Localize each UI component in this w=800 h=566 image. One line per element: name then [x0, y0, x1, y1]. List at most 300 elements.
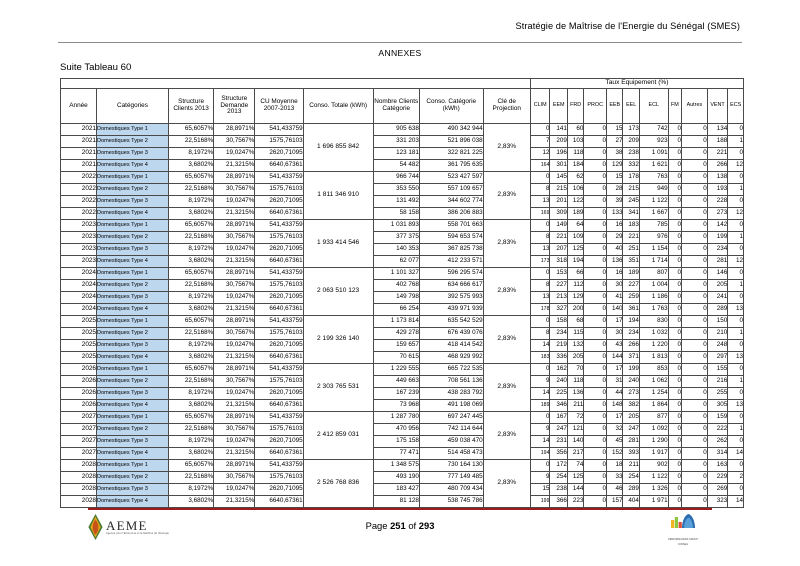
cell-nombre-clients: 449 663	[373, 376, 419, 388]
cell-equip-eel: 281	[623, 436, 639, 448]
cell-equip-ecs: 0	[728, 244, 744, 256]
cell-equip-ecs: 0	[728, 196, 744, 208]
cell-categorie: Domestiques Type 1	[96, 124, 168, 136]
cell-equip-ecs: 1	[728, 424, 744, 436]
cell-structure-demande: 19,0247%	[214, 484, 255, 496]
cell-conso-categorie: 538 745 786	[419, 496, 483, 508]
cell-equip-proc: 0	[584, 316, 607, 328]
cell-structure-clients: 65,6057%	[168, 412, 213, 424]
cell-structure-demande: 30,7567%	[214, 472, 255, 484]
cell-nombre-clients: 77 471	[373, 448, 419, 460]
cell-structure-demande: 28,8971%	[214, 460, 255, 472]
cell-equip-vent: 229	[707, 472, 728, 484]
cell-equip-ecs: 0	[728, 484, 744, 496]
cell-annee: 2022	[61, 196, 97, 208]
cell-structure-clients: 22,5168%	[168, 280, 213, 292]
cell-equip-ecl: 1 062	[639, 376, 668, 388]
cell-conso-categorie: 523 427 597	[419, 172, 483, 184]
cell-structure-demande: 21,3215%	[214, 352, 255, 364]
cell-annee: 2027	[61, 424, 97, 436]
cell-equip-frd: 136	[567, 388, 583, 400]
cell-equip-ecs: 2	[728, 472, 744, 484]
cell-categorie: Domestiques Type 3	[96, 340, 168, 352]
cell-equip-frd: 106	[567, 184, 583, 196]
cell-equip-clim: 0	[530, 220, 550, 232]
cell-equip-proc: 0	[584, 436, 607, 448]
cell-cu-moyenne: 6640,67361	[255, 496, 303, 508]
performances-name: PERFORMANCES GROUP	[668, 538, 698, 541]
cell-annee: 2028	[61, 460, 97, 472]
cell-categorie: Domestiques Type 3	[96, 148, 168, 160]
cell-equip-autres: 0	[682, 136, 708, 148]
cell-categorie: Domestiques Type 2	[96, 232, 168, 244]
cell-categorie: Domestiques Type 2	[96, 328, 168, 340]
cell-equip-ecl: 902	[639, 460, 668, 472]
cell-equip-eel: 361	[623, 304, 639, 316]
cell-structure-demande: 19,0247%	[214, 244, 255, 256]
cell-equip-frd: 115	[567, 328, 583, 340]
cell-equip-eem: 141	[550, 124, 567, 136]
cell-nombre-clients: 62 077	[373, 256, 419, 268]
cell-equip-proc: 0	[584, 388, 607, 400]
cell-cu-moyenne: 1575,76103	[255, 472, 303, 484]
cell-equip-fm: 0	[668, 316, 681, 328]
cell-equip-eeb: 41	[607, 292, 623, 304]
cell-cu-moyenne: 6640,67361	[255, 160, 303, 172]
cell-equip-ecl: 807	[639, 268, 668, 280]
cell-equip-fm: 0	[668, 472, 681, 484]
cell-nombre-clients: 66 254	[373, 304, 419, 316]
cell-equip-frd: 217	[567, 448, 583, 460]
cell-equip-eel: 238	[623, 148, 639, 160]
cell-nombre-clients: 167 239	[373, 388, 419, 400]
cell-nombre-clients: 149 798	[373, 292, 419, 304]
cell-equip-autres: 0	[682, 376, 708, 388]
cell-nombre-clients: 493 190	[373, 472, 419, 484]
col-header-fm: FM	[668, 89, 681, 124]
cell-equip-fm: 0	[668, 496, 681, 508]
cell-equip-proc: 0	[584, 412, 607, 424]
cell-equip-frd: 144	[567, 484, 583, 496]
cell-cu-moyenne: 6640,67361	[255, 208, 303, 220]
cell-equip-clim: 183	[530, 352, 550, 364]
cell-structure-clients: 8,1972%	[168, 388, 213, 400]
cell-categorie: Domestiques Type 3	[96, 436, 168, 448]
cell-equip-ecs: 0	[728, 172, 744, 184]
cell-structure-clients: 3,6802%	[168, 496, 213, 508]
cell-structure-clients: 22,5168%	[168, 472, 213, 484]
cell-equip-autres: 0	[682, 388, 708, 400]
cell-nombre-clients: 140 353	[373, 244, 419, 256]
document-header	[60, 20, 740, 42]
cell-structure-clients: 22,5168%	[168, 232, 213, 244]
cell-equip-ecl: 1 091	[639, 148, 668, 160]
cell-categorie: Domestiques Type 1	[96, 172, 168, 184]
table-row	[61, 472, 744, 484]
cell-equip-proc: 0	[584, 280, 607, 292]
cell-structure-clients: 65,6057%	[168, 220, 213, 232]
cell-nombre-clients: 402 768	[373, 280, 419, 292]
col-header-clim: CLIM	[530, 89, 550, 124]
cell-equip-fm: 0	[668, 232, 681, 244]
cell-cle-projection: 2,83%	[483, 124, 530, 172]
table-row	[61, 268, 744, 280]
cell-equip-vent: 297	[707, 352, 728, 364]
cell-equip-frd: 118	[567, 376, 583, 388]
cell-nombre-clients: 331 203	[373, 136, 419, 148]
cell-conso-categorie: 514 458 473	[419, 448, 483, 460]
cell-nombre-clients: 58 158	[373, 208, 419, 220]
cell-equip-proc: 0	[584, 172, 607, 184]
cell-equip-proc: 0	[584, 148, 607, 160]
cell-equip-ecs: 0	[728, 124, 744, 136]
cell-structure-clients: 3,6802%	[168, 448, 213, 460]
col-header-conso-totale: Conso. Totale (kWh)	[303, 89, 373, 124]
cell-nombre-clients: 123 181	[373, 148, 419, 160]
table-row	[61, 340, 744, 352]
table-row	[61, 460, 744, 472]
cell-conso-categorie: 438 283 792	[419, 388, 483, 400]
cell-annee: 2022	[61, 184, 97, 196]
cell-equip-autres: 0	[682, 256, 708, 268]
cell-equip-ecs: 13	[728, 304, 744, 316]
cell-equip-vent: 234	[707, 244, 728, 256]
cell-cle-projection: 2,83%	[483, 316, 530, 364]
cell-equip-eeb: 17	[607, 364, 623, 376]
cell-equip-frd: 112	[567, 280, 583, 292]
performances-tagline: CONSEIL	[677, 542, 689, 546]
cell-equip-eel: 221	[623, 232, 639, 244]
cell-structure-clients: 65,6057%	[168, 316, 213, 328]
table-row	[61, 280, 744, 292]
cell-annee: 2023	[61, 244, 97, 256]
cell-conso-totale: 1 696 855 842	[303, 124, 373, 172]
cell-equip-vent: 216	[707, 376, 728, 388]
table-row	[61, 160, 744, 172]
cell-equip-eel: 173	[623, 124, 639, 136]
cell-categorie: Domestiques Type 4	[96, 400, 168, 412]
cell-annee: 2021	[61, 160, 97, 172]
cell-equip-vent: 314	[707, 448, 728, 460]
cell-equip-eeb: 129	[607, 160, 623, 172]
cell-equip-autres: 0	[682, 280, 708, 292]
cell-equip-proc: 0	[584, 256, 607, 268]
cell-conso-categorie: 730 164 130	[419, 460, 483, 472]
cell-equip-proc: 0	[584, 496, 607, 508]
cell-equip-ecs: 1	[728, 232, 744, 244]
cell-nombre-clients: 1 229 555	[373, 364, 419, 376]
table-row	[61, 436, 744, 448]
cell-equip-eem: 346	[550, 400, 567, 412]
cell-equip-vent: 210	[707, 328, 728, 340]
cell-conso-categorie: 665 722 535	[419, 364, 483, 376]
cell-equip-clim: 0	[530, 172, 550, 184]
cell-equip-eeb: 133	[607, 208, 623, 220]
cell-structure-demande: 28,8971%	[214, 412, 255, 424]
cell-categorie: Domestiques Type 2	[96, 472, 168, 484]
cell-annee: 2025	[61, 316, 97, 328]
cell-cle-projection: 2,83%	[483, 220, 530, 268]
col-header-eeb: EEB	[607, 89, 623, 124]
cell-structure-clients: 8,1972%	[168, 340, 213, 352]
cell-equip-eeb: 144	[607, 352, 623, 364]
cell-structure-demande: 30,7567%	[214, 376, 255, 388]
cell-structure-demande: 30,7567%	[214, 280, 255, 292]
cell-equip-vent: 146	[707, 268, 728, 280]
cell-equip-eem: 153	[550, 268, 567, 280]
cell-annee: 2027	[61, 436, 97, 448]
cell-equip-proc: 0	[584, 184, 607, 196]
cell-structure-clients: 22,5168%	[168, 376, 213, 388]
cell-nombre-clients: 470 956	[373, 424, 419, 436]
cell-equip-eel: 351	[623, 256, 639, 268]
cell-equip-proc: 0	[584, 136, 607, 148]
cell-conso-categorie: 635 542 529	[419, 316, 483, 328]
cell-categorie: Domestiques Type 3	[96, 484, 168, 496]
cell-equip-eel: 189	[623, 268, 639, 280]
cell-equip-fm: 0	[668, 376, 681, 388]
cell-cu-moyenne: 541,433759	[255, 124, 303, 136]
cell-structure-demande: 19,0247%	[214, 196, 255, 208]
cell-equip-eem: 301	[550, 160, 567, 172]
cell-categorie: Domestiques Type 4	[96, 160, 168, 172]
cell-equip-eem: 167	[550, 412, 567, 424]
cell-equip-vent: 221	[707, 148, 728, 160]
cell-equip-eeb: 30	[607, 280, 623, 292]
cell-structure-demande: 28,8971%	[214, 220, 255, 232]
col-header-vent: VENT	[707, 89, 728, 124]
table-row	[61, 388, 744, 400]
cell-annee: 2026	[61, 364, 97, 376]
cell-equip-eel: 199	[623, 364, 639, 376]
table-header-group-row	[61, 79, 744, 89]
cell-structure-demande: 30,7567%	[214, 136, 255, 148]
cell-equip-ecl: 742	[639, 124, 668, 136]
cell-conso-totale: 2 303 765 531	[303, 364, 373, 412]
cell-equip-autres: 0	[682, 268, 708, 280]
cell-equip-ecs: 0	[728, 148, 744, 160]
cell-structure-clients: 8,1972%	[168, 436, 213, 448]
cell-cu-moyenne: 1575,76103	[255, 328, 303, 340]
cell-cu-moyenne: 1575,76103	[255, 424, 303, 436]
cell-structure-clients: 8,1972%	[168, 484, 213, 496]
footer-divider	[88, 508, 712, 510]
cell-conso-categorie: 386 206 883	[419, 208, 483, 220]
cell-structure-demande: 21,3215%	[214, 160, 255, 172]
cell-equip-frd: 223	[567, 496, 583, 508]
table-row	[61, 256, 744, 268]
cell-annee: 2021	[61, 136, 97, 148]
page-current: 251	[390, 520, 406, 531]
cell-cu-moyenne: 541,433759	[255, 172, 303, 184]
cell-equip-frd: 205	[567, 352, 583, 364]
cell-equip-clim: 8	[530, 328, 550, 340]
cell-equip-proc: 0	[584, 424, 607, 436]
cell-cle-projection: 2,83%	[483, 172, 530, 220]
cell-structure-clients: 3,6802%	[168, 400, 213, 412]
cell-equip-frd: 74	[567, 460, 583, 472]
cell-structure-clients: 3,6802%	[168, 208, 213, 220]
cell-cu-moyenne: 2620,71095	[255, 292, 303, 304]
cell-equip-ecl: 1 667	[639, 208, 668, 220]
cell-structure-clients: 65,6057%	[168, 124, 213, 136]
cell-equip-ecl: 1 864	[639, 400, 668, 412]
cell-equip-ecl: 1 122	[639, 196, 668, 208]
cell-equip-eem: 309	[550, 208, 567, 220]
cell-categorie: Domestiques Type 2	[96, 184, 168, 196]
table-row	[61, 244, 744, 256]
cell-equip-fm: 0	[668, 484, 681, 496]
cell-equip-ecl: 1 254	[639, 388, 668, 400]
cell-conso-categorie: 777 149 485	[419, 472, 483, 484]
col-header-categories: Catégories	[96, 89, 168, 124]
cell-equip-ecl: 1 220	[639, 340, 668, 352]
cell-equip-frd: 60	[567, 124, 583, 136]
table-row	[61, 412, 744, 424]
cell-equip-fm: 0	[668, 172, 681, 184]
cell-equip-eel: 393	[623, 448, 639, 460]
cell-equip-clim: 189	[530, 400, 550, 412]
cell-equip-clim: 9	[530, 424, 550, 436]
cell-cu-moyenne: 2620,71095	[255, 484, 303, 496]
cell-structure-clients: 22,5168%	[168, 184, 213, 196]
cell-equip-eeb: 15	[607, 172, 623, 184]
table-row	[61, 364, 744, 376]
cell-equip-ecs: 13	[728, 352, 744, 364]
cell-structure-demande: 21,3215%	[214, 256, 255, 268]
cell-equip-clim: 0	[530, 316, 550, 328]
cell-equip-fm: 0	[668, 412, 681, 424]
cell-annee: 2021	[61, 124, 97, 136]
cell-equip-ecs: 12	[728, 208, 744, 220]
cell-equip-fm: 0	[668, 244, 681, 256]
cell-equip-eel: 382	[623, 400, 639, 412]
cell-equip-proc: 0	[584, 220, 607, 232]
cell-equip-frd: 140	[567, 436, 583, 448]
cell-structure-demande: 19,0247%	[214, 388, 255, 400]
cell-equip-fm: 0	[668, 124, 681, 136]
cell-equip-eeb: 40	[607, 244, 623, 256]
cell-nombre-clients: 1 101 327	[373, 268, 419, 280]
page-total: 293	[418, 520, 435, 531]
cell-cu-moyenne: 6640,67361	[255, 352, 303, 364]
cell-equip-eeb: 31	[607, 376, 623, 388]
cell-equip-eel: 178	[623, 172, 639, 184]
cell-cu-moyenne: 2620,71095	[255, 340, 303, 352]
cell-nombre-clients: 353 550	[373, 184, 419, 196]
col-header-frd: FRD	[567, 89, 583, 124]
cell-equip-eem: 209	[550, 136, 567, 148]
cell-equip-clim: 13	[530, 196, 550, 208]
cell-equip-proc: 0	[584, 160, 607, 172]
cell-structure-demande: 28,8971%	[214, 364, 255, 376]
cell-equip-vent: 188	[707, 136, 728, 148]
cell-equip-vent: 199	[707, 232, 728, 244]
cell-structure-demande: 19,0247%	[214, 148, 255, 160]
cell-equip-ecs: 0	[728, 364, 744, 376]
cell-equip-proc: 0	[584, 268, 607, 280]
cell-cu-moyenne: 2620,71095	[255, 148, 303, 160]
cell-cu-moyenne: 6640,67361	[255, 448, 303, 460]
cell-equip-proc: 0	[584, 196, 607, 208]
cell-equip-fm: 0	[668, 460, 681, 472]
table-row	[61, 448, 744, 460]
cell-annee: 2027	[61, 412, 97, 424]
page-word: Page	[365, 520, 388, 531]
cell-conso-categorie: 557 109 657	[419, 184, 483, 196]
cell-equip-autres: 0	[682, 328, 708, 340]
header-blank-span	[61, 79, 531, 89]
cell-equip-autres: 0	[682, 208, 708, 220]
cell-equip-fm: 0	[668, 148, 681, 160]
cell-equip-fm: 0	[668, 268, 681, 280]
cell-cu-moyenne: 6640,67361	[255, 256, 303, 268]
cell-equip-eem: 215	[550, 184, 567, 196]
cell-equip-ecl: 763	[639, 172, 668, 184]
cell-equip-proc: 0	[584, 472, 607, 484]
cell-conso-categorie: 558 701 663	[419, 220, 483, 232]
cell-equip-eel: 266	[623, 340, 639, 352]
cell-equip-eem: 145	[550, 172, 567, 184]
cell-annee: 2027	[61, 448, 97, 460]
cell-equip-proc: 0	[584, 400, 607, 412]
cell-equip-autres: 0	[682, 496, 708, 508]
cell-equip-eel: 215	[623, 184, 639, 196]
cell-equip-ecl: 1 186	[639, 292, 668, 304]
cell-equip-ecs: 12	[728, 160, 744, 172]
cell-equip-clim: 164	[530, 160, 550, 172]
table-row	[61, 292, 744, 304]
cell-annee: 2025	[61, 328, 97, 340]
cell-nombre-clients: 81 128	[373, 496, 419, 508]
cell-equip-ecl: 1 714	[639, 256, 668, 268]
col-header-ecl: ECL	[639, 89, 668, 124]
cell-equip-fm: 0	[668, 448, 681, 460]
cell-equip-ecl: 1 122	[639, 472, 668, 484]
cell-equip-clim: 0	[530, 124, 550, 136]
cell-equip-frd: 132	[567, 340, 583, 352]
cell-equip-eeb: 30	[607, 328, 623, 340]
cell-categorie: Domestiques Type 2	[96, 136, 168, 148]
cell-structure-demande: 21,3215%	[214, 208, 255, 220]
col-header-proc: PROC	[584, 89, 607, 124]
cell-equip-eem: 231	[550, 436, 567, 448]
cell-equip-eel: 341	[623, 208, 639, 220]
cell-cle-projection: 2,83%	[483, 412, 530, 460]
cell-annee: 2028	[61, 496, 97, 508]
cell-equip-vent: 155	[707, 364, 728, 376]
cell-categorie: Domestiques Type 4	[96, 208, 168, 220]
cell-conso-categorie: 708 561 136	[419, 376, 483, 388]
cell-structure-clients: 3,6802%	[168, 304, 213, 316]
cell-categorie: Domestiques Type 1	[96, 268, 168, 280]
table-row	[61, 196, 744, 208]
cell-equip-ecs: 1	[728, 328, 744, 340]
cell-conso-categorie: 367 825 738	[419, 244, 483, 256]
cell-equip-autres: 0	[682, 460, 708, 472]
cell-equip-clim: 12	[530, 148, 550, 160]
cell-equip-vent: 142	[707, 220, 728, 232]
cell-annee: 2024	[61, 292, 97, 304]
cell-equip-ecl: 1 621	[639, 160, 668, 172]
cell-equip-eel: 404	[623, 496, 639, 508]
cell-equip-fm: 0	[668, 364, 681, 376]
cell-categorie: Domestiques Type 4	[96, 448, 168, 460]
cell-categorie: Domestiques Type 1	[96, 364, 168, 376]
cell-equip-proc: 0	[584, 352, 607, 364]
cell-cu-moyenne: 1575,76103	[255, 232, 303, 244]
cell-equip-frd: 70	[567, 364, 583, 376]
